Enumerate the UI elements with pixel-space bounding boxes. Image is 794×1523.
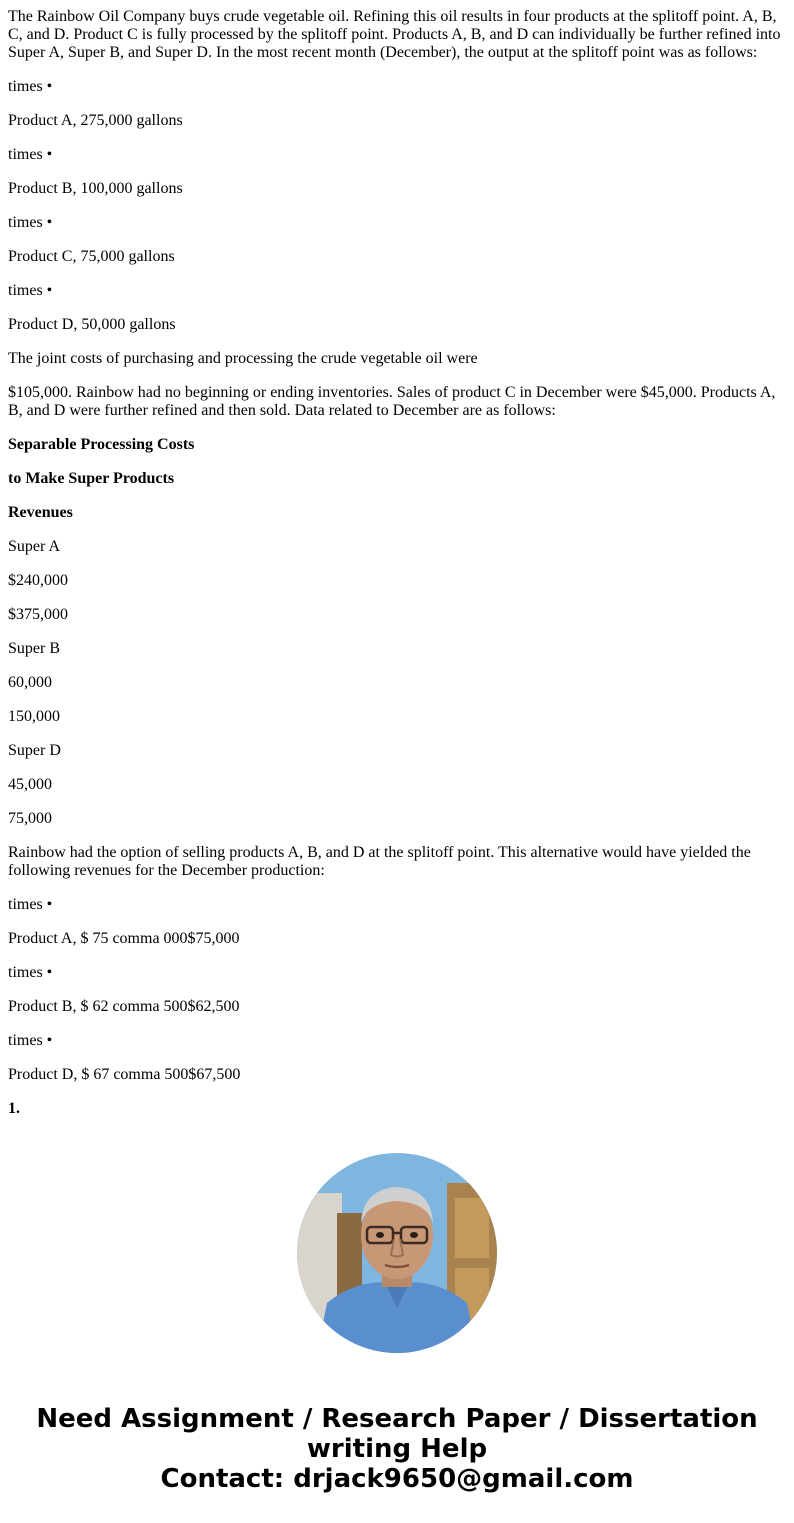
output-item: Product B, 100,000 gallons [8, 180, 183, 197]
bullet-marker: times • [8, 282, 53, 299]
bullet-marker: times • [8, 146, 53, 163]
joint-costs-detail: $105,000. Rainbow had no beginning or ending inventories. Sales of product C in December were $45,000. Products A, B, and D were further refined and then sold. Data related to December are as follows: [8, 384, 776, 419]
bullet-marker: times • [8, 78, 53, 95]
table-header: Separable Processing Costs [8, 436, 195, 453]
output-item: Product C, 75,000 gallons [8, 248, 175, 265]
table-cell-revenue: $375,000 [8, 606, 68, 623]
table-cell-revenue: 150,000 [8, 708, 60, 725]
promo-banner [0, 1404, 794, 1494]
table-cell-cost: 45,000 [8, 776, 52, 793]
table-header: to Make Super Products [8, 470, 175, 487]
option-paragraph: Rainbow had the option of selling products A, B, and D at the splitoff point. This alternative would have yielded the following revenues for the December production: [8, 844, 751, 879]
bullet-marker: times • [8, 964, 53, 981]
table-header: Revenues [8, 504, 73, 521]
table-cell-product: Super B [8, 640, 60, 657]
promo-line: writing Help [306, 1434, 488, 1464]
output-item: Product D, 50,000 gallons [8, 316, 176, 333]
question-number: 1. [8, 1100, 20, 1117]
table-cell-revenue: 75,000 [8, 810, 52, 827]
bullet-marker: times • [8, 896, 53, 913]
avatar-portrait [297, 1153, 497, 1353]
promo-contact: Contact: drjack9650@gmail.com [160, 1464, 634, 1494]
table-cell-cost: 60,000 [8, 674, 52, 691]
avatar [297, 1153, 497, 1353]
table-cell-product: Super A [8, 538, 60, 555]
joint-costs-line: The joint costs of purchasing and processing the crude vegetable oil were [8, 350, 478, 367]
output-item: Product A, 275,000 gallons [8, 112, 183, 129]
bullet-marker: times • [8, 1032, 53, 1049]
splitoff-item: Product B, $ 62 comma 500$62,500 [8, 998, 240, 1015]
intro-paragraph: The Rainbow Oil Company buys crude vegetable oil. Refining this oil results in four products at the splitoff point. A, B, C, and D. Product C is fully processed by the splitoff point. Products A, B, and D can individually be further refined into Super A, Super B, and Super D. In the most recent month (December), the output at the splitoff point was as follows: [8, 8, 781, 61]
splitoff-item: Product A, $ 75 comma 000$75,000 [8, 930, 240, 947]
bullet-marker: times • [8, 214, 53, 231]
splitoff-item: Product D, $ 67 comma 500$67,500 [8, 1066, 241, 1083]
promo-line: Need Assignment / Research Paper / Dissertation [36, 1404, 758, 1434]
table-cell-product: Super D [8, 742, 61, 759]
table-cell-cost: $240,000 [8, 572, 68, 589]
